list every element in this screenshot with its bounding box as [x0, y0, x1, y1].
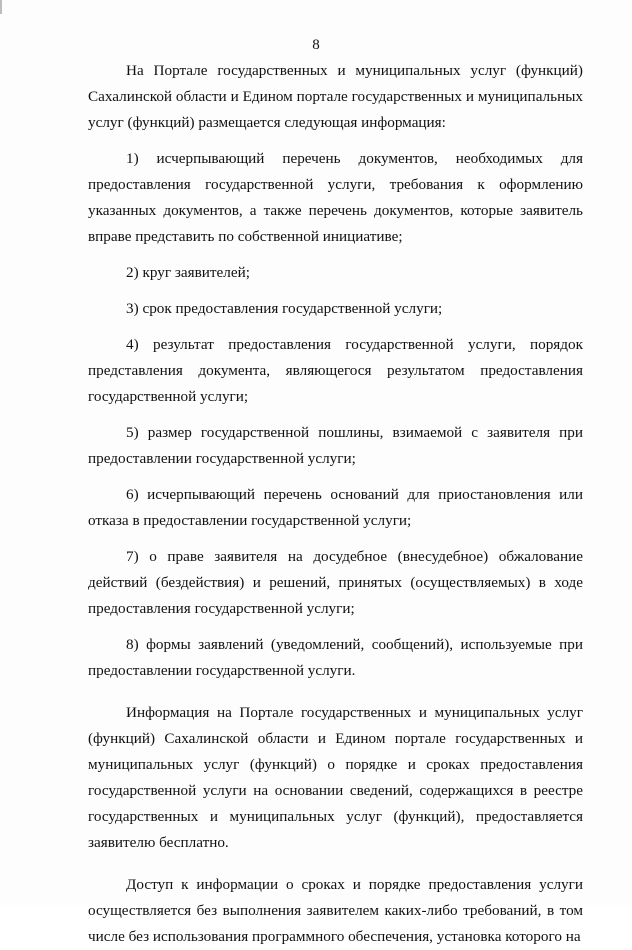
paragraph-access: Доступ к информации о сроках и порядке предоставления услуги осуществляется без выполнения заявителем каких-либо требований, в том числе без использования программного обеспечения, установка которого на	[88, 876, 583, 945]
page-number: 8	[312, 37, 320, 53]
list-item-1: 1) исчерпывающий перечень документов, необходимых для предоставления государственной услуги, требования к оформлению указанных документов, а также перечень документов, которые заявитель вправе представить по собственной инициативе;	[88, 150, 583, 245]
paragraph-information: Информация на Портале государственных и муниципальных услуг (функций) Сахалинской области и Едином портале государственных и муниципальных услуг (функций) о порядке и сроках предоставления государственной услуги на основании сведений, содержащихся в реестре государственных и муниципальных услуг (функций), предоставляется заявителю бесплатно.	[88, 704, 583, 851]
paragraph-intro: На Портале государственных и муниципальных услуг (функций) Сахалинской области и Едином портале государственных и муниципальных услуг (функций) размещается следующая информация:	[88, 62, 583, 131]
list-item-5: 5) размер государственной пошлины, взимаемой с заявителя при предоставлении государственной услуги;	[88, 424, 583, 467]
list-item-8: 8) формы заявлений (уведомлений, сообщений), используемые при предоставлении государственной услуги.	[88, 636, 583, 679]
list-item-6: 6) исчерпывающий перечень оснований для приостановления или отказа в предоставлении государственной услуги;	[88, 486, 583, 529]
list-item-2: 2) круг заявителей;	[126, 264, 250, 281]
list-item-4: 4) результат предоставления государственной услуги, порядок представления документа, являющегося результатом предоставления государственной услуги;	[88, 336, 583, 405]
list-item-3: 3) срок предоставления государственной услуги;	[126, 300, 443, 317]
list-item-7: 7) о праве заявителя на досудебное (внесудебное) обжалование действий (бездействия) и решений, принятых (осуществляемых) в ходе предоставления государственной услуги;	[88, 548, 583, 617]
document-body	[88, 58, 583, 950]
scan-edge-mark	[0, 0, 2, 14]
